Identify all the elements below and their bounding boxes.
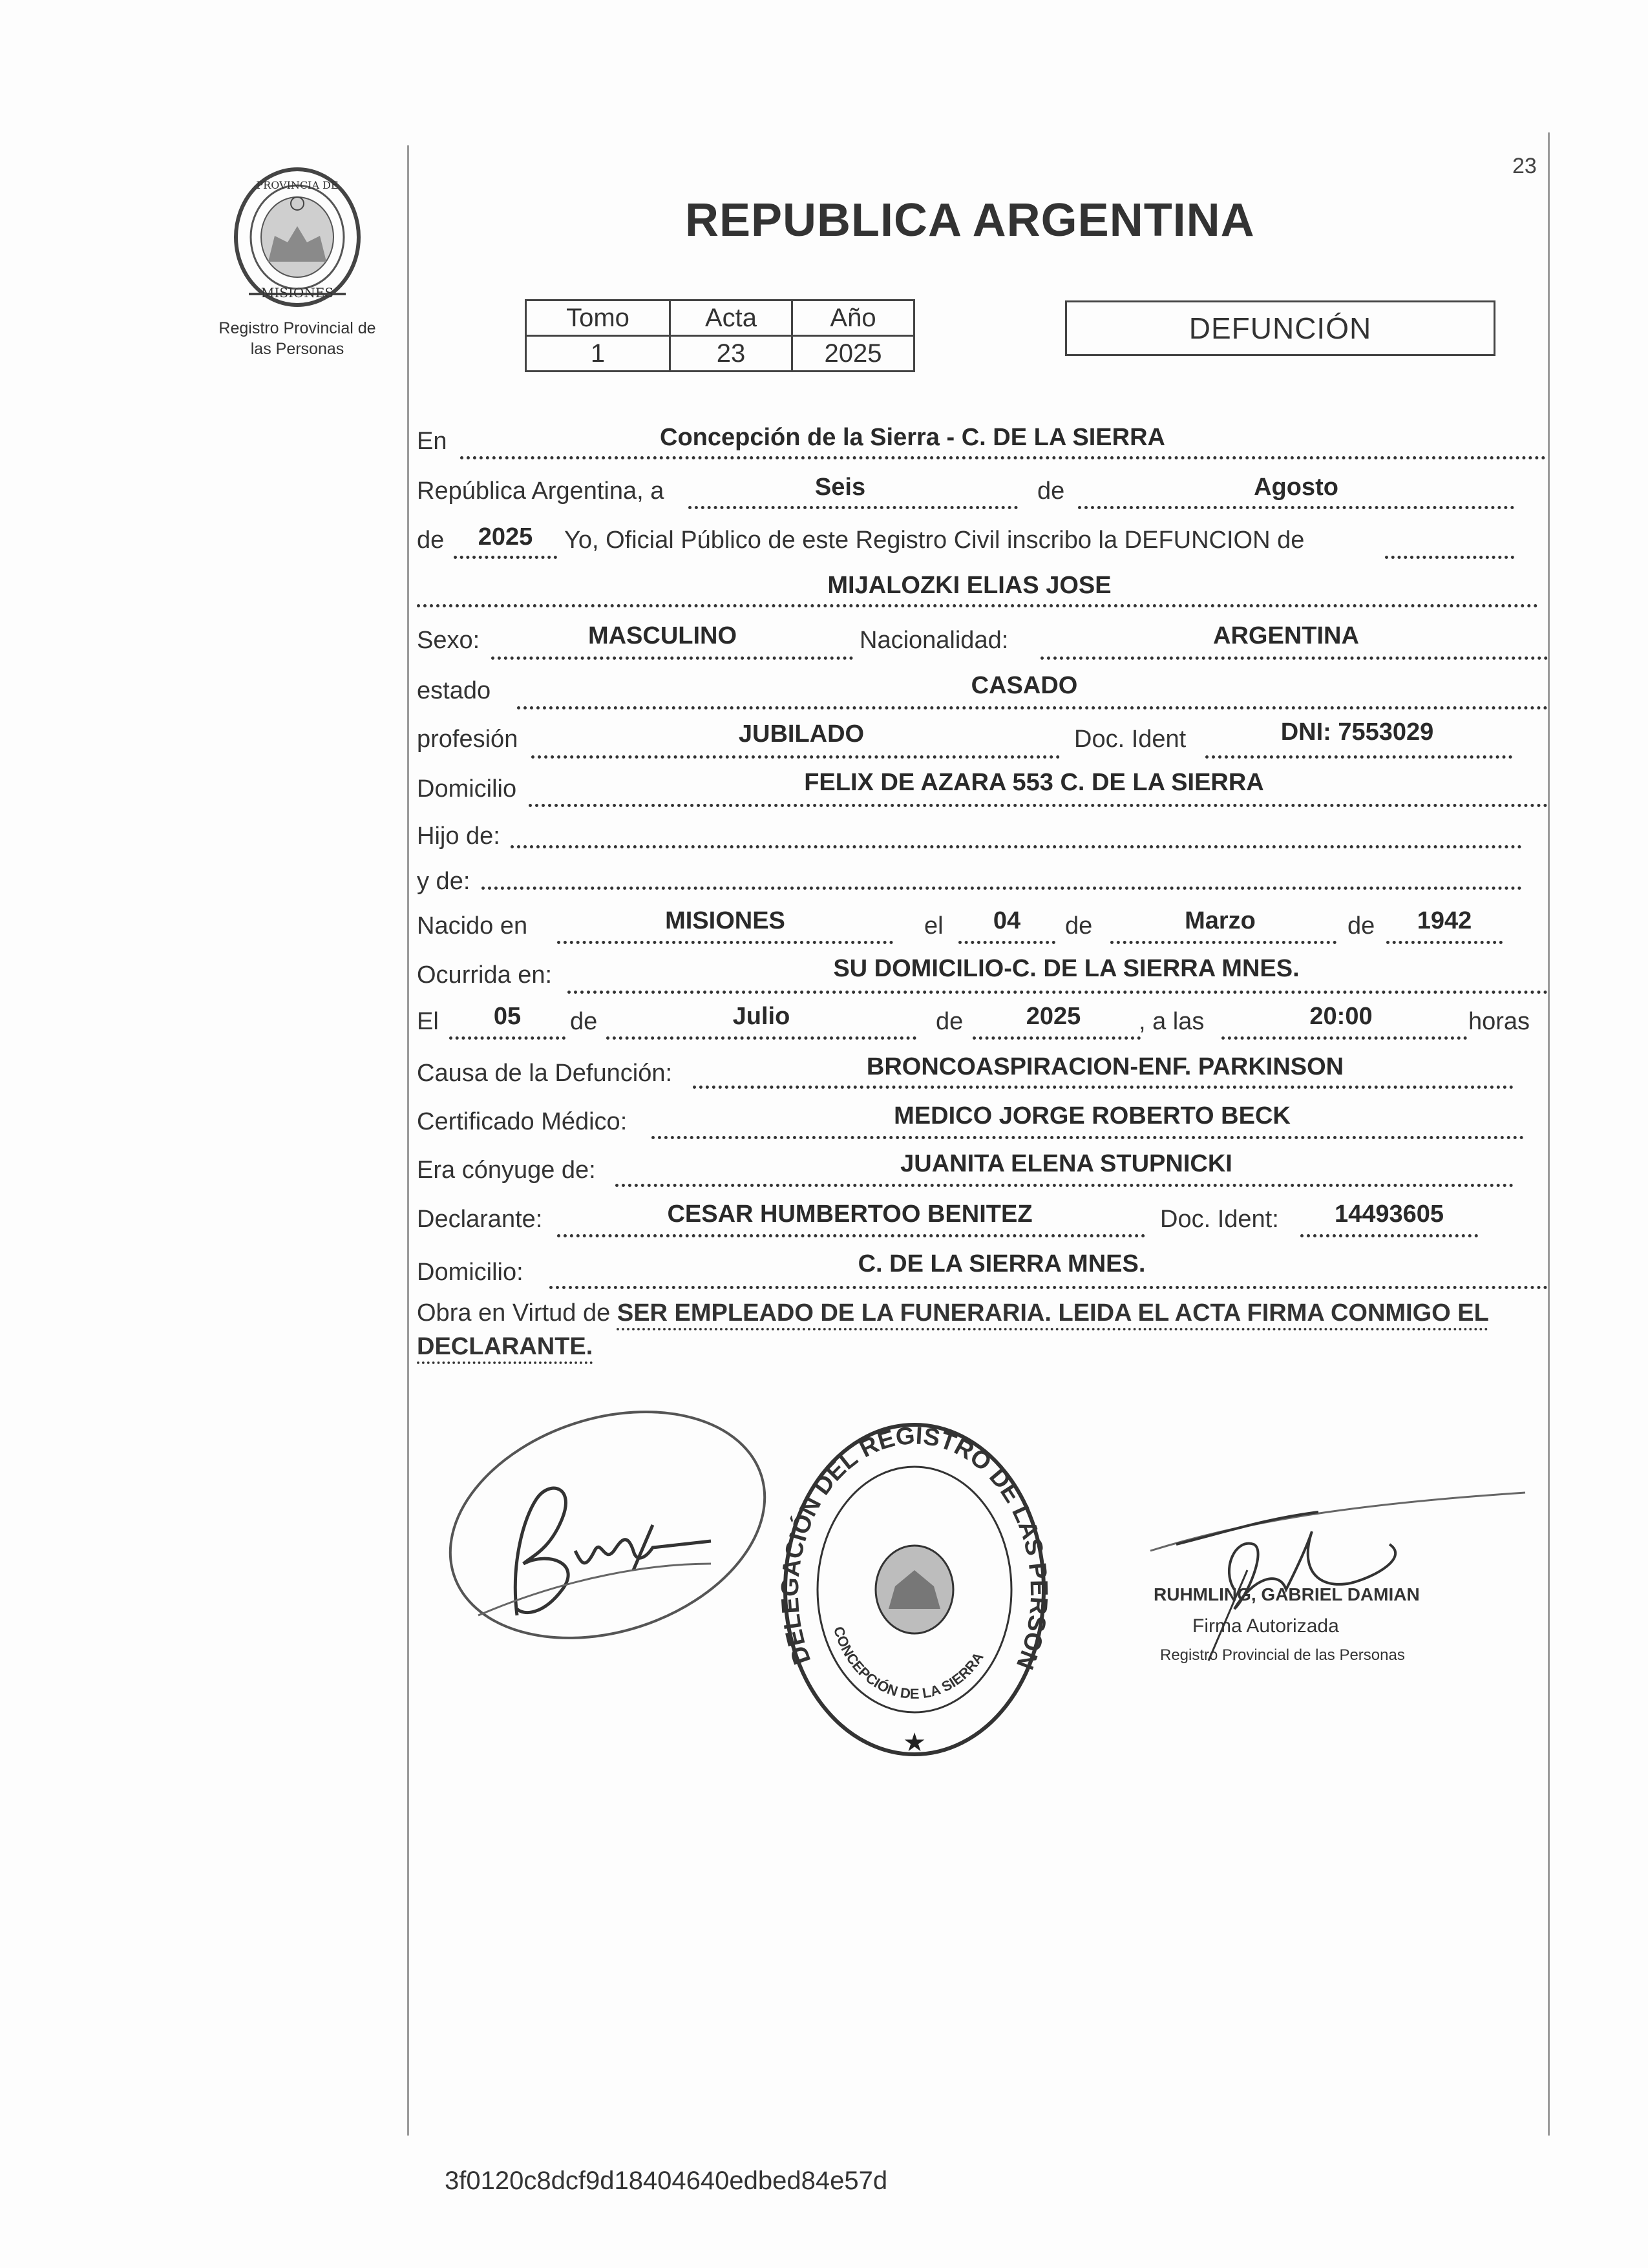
- anio-value: 2025: [478, 523, 533, 551]
- record-table-cell: 1: [526, 336, 670, 372]
- dotted-line: [460, 456, 1546, 459]
- hijo-label: Hijo de:: [417, 823, 500, 850]
- signer-role: Firma Autorizada: [1192, 1615, 1339, 1637]
- dotted-line: [1078, 506, 1514, 509]
- profesion-value: JUBILADO: [738, 720, 865, 748]
- en-label: En: [417, 428, 447, 455]
- nacionalidad-label: Nacionalidad:: [860, 627, 1009, 654]
- doc-value: DNI: 7553029: [1280, 719, 1434, 746]
- def-de1-label: de: [570, 1008, 598, 1035]
- dotted-line: [1041, 656, 1548, 660]
- dotted-line: [1300, 1234, 1478, 1237]
- declarante-label: Declarante:: [417, 1206, 543, 1233]
- dotted-line: [688, 506, 1018, 509]
- record-table-header: Acta: [670, 300, 792, 336]
- profesion-label: profesión: [417, 726, 518, 753]
- record-table-cell: 23: [670, 336, 792, 372]
- record-table-cell: 2025: [792, 336, 914, 372]
- dotted-line: [491, 656, 853, 660]
- dotted-line: [511, 845, 1522, 848]
- dotted-line: [557, 941, 893, 944]
- yde-label: y de:: [417, 868, 470, 895]
- dotted-line: [693, 1086, 1514, 1089]
- certificado-value: MEDICO JORGE ROBERTO BECK: [894, 1102, 1291, 1129]
- nacido-label: Nacido en: [417, 912, 528, 940]
- causa-value: BRONCOASPIRACION-ENF. PARKINSON: [866, 1053, 1344, 1080]
- def-anio: 2025: [1026, 1003, 1081, 1030]
- dotted-line: [567, 991, 1548, 994]
- dotted-line: [606, 1036, 916, 1040]
- dia-value: Seis: [814, 474, 866, 501]
- def-de2-label: de: [936, 1008, 964, 1035]
- dotted-line: [1110, 941, 1336, 944]
- nac-mes: Marzo: [1185, 907, 1256, 934]
- nombre-value: MIJALOZKI ELIAS JOSE: [827, 572, 1112, 599]
- inscribo-text: Yo, Oficial Público de este Registro Civil inscribo la DEFUNCION de: [564, 527, 1305, 554]
- def-hora: 20:00: [1309, 1003, 1373, 1030]
- registry-stamp: [772, 1415, 1057, 1780]
- nac-de2-label: de: [1347, 912, 1375, 940]
- domicilio-label: Domicilio: [417, 775, 517, 803]
- logo-text-bottom: MISIONES: [260, 285, 334, 300]
- logo-caption-line1: Registro Provincial de: [218, 319, 376, 337]
- el2-label: El: [417, 1008, 439, 1035]
- de-label: de: [1037, 478, 1065, 505]
- decl-domicilio-label: Domicilio:: [417, 1259, 523, 1286]
- dotted-line: [481, 887, 1522, 890]
- certificado-label: Certificado Médico:: [417, 1108, 628, 1135]
- conyuge-value: JUANITA ELENA STUPNICKI: [900, 1150, 1232, 1177]
- svg-text:★: ★: [903, 1728, 926, 1757]
- nac-dia: 04: [993, 907, 1021, 934]
- sexo-label: Sexo:: [417, 627, 480, 654]
- record-table-value-row: [526, 336, 914, 372]
- signer-name: RUHMLING, GABRIEL DAMIAN: [1154, 1584, 1420, 1604]
- el-label: el: [924, 912, 944, 940]
- dotted-line: [529, 804, 1548, 807]
- republica-label: República Argentina, a: [417, 478, 664, 505]
- def-mes: Julio: [732, 1003, 790, 1030]
- declarant-signature: [439, 1402, 801, 1670]
- doc-label: Doc. Ident: [1074, 726, 1187, 753]
- decl-domicilio-value: C. DE LA SIERRA MNES.: [858, 1250, 1146, 1277]
- svg-text:CONCEPCIÓN DE LA SIERRA: [830, 1624, 987, 1702]
- dotted-line: [1205, 755, 1512, 759]
- left-margin-line: [407, 145, 409, 2136]
- dotted-line: [531, 755, 1060, 759]
- estado-value: CASADO: [971, 672, 1078, 699]
- estado-label: estado: [417, 677, 491, 704]
- record-type-box: DEFUNCIÓN: [1065, 300, 1495, 356]
- en-value: Concepción de la Sierra - C. DE LA SIERRA: [660, 424, 1165, 451]
- stamp-outer-text: DELEGACIÓN DEL REGISTRO DE LAS PERSON: [776, 1422, 1053, 1674]
- record-table-header-row: [526, 300, 914, 336]
- dotted-line: [615, 1184, 1514, 1187]
- dotted-line: [449, 1036, 565, 1040]
- obra-text: [417, 1296, 1541, 1363]
- logo-caption-line2: las Personas: [250, 340, 344, 358]
- page-title: REPUBLICA ARGENTINA: [685, 194, 1255, 246]
- dotted-line: [973, 1036, 1141, 1040]
- nac-anio: 1942: [1417, 907, 1472, 934]
- record-table-header: Tomo: [526, 300, 670, 336]
- conyuge-label: Era cónyuge de:: [417, 1157, 596, 1184]
- provincial-seal-logo: [229, 165, 365, 313]
- right-margin-line: [1548, 132, 1550, 2136]
- domicilio-value: FELIX DE AZARA 553 C. DE LA SIERRA: [804, 769, 1264, 796]
- nac-de1-label: de: [1065, 912, 1093, 940]
- dotted-line: [651, 1136, 1524, 1139]
- record-table: [525, 299, 915, 372]
- page-number: 23: [1512, 154, 1537, 178]
- obra-value: SER EMPLEADO DE LA FUNERARIA. LEIDA EL ACTA FIRMA CONMIGO EL DECLARANTE.: [417, 1299, 1489, 1360]
- stamp-inner-text: CONCEPCIÓN DE LA SIERRA: [830, 1624, 987, 1702]
- dotted-line: [517, 706, 1548, 709]
- logo-caption: [194, 318, 401, 359]
- dotted-line: [454, 556, 557, 559]
- causa-label: Causa de la Defunción:: [417, 1060, 673, 1087]
- document-hash: 3f0120c8dcf9d18404640edbed84e57d: [445, 2167, 888, 2195]
- nacionalidad-value: ARGENTINA: [1213, 622, 1359, 649]
- nacido-value: MISIONES: [665, 907, 785, 934]
- declarante-value: CESAR HUMBERTOO BENITEZ: [667, 1201, 1033, 1228]
- signer-org: Registro Provincial de las Personas: [1160, 1646, 1405, 1664]
- ocurrida-label: Ocurrida en:: [417, 961, 553, 989]
- decl-doc-label: Doc. Ident:: [1160, 1206, 1279, 1233]
- alas-label: , a las: [1139, 1008, 1205, 1035]
- dotted-line: [549, 1286, 1548, 1289]
- horas-label: horas: [1468, 1008, 1530, 1035]
- obra-label: Obra en Virtud de: [417, 1299, 611, 1327]
- dotted-line: [1385, 556, 1514, 559]
- dotted-line: [417, 604, 1538, 607]
- dotted-line: [1221, 1036, 1467, 1040]
- decl-doc-value: 14493605: [1334, 1201, 1444, 1228]
- mes-value: Agosto: [1254, 474, 1338, 501]
- logo-text-top: PROVINCIA DE: [256, 179, 339, 191]
- def-dia: 05: [493, 1003, 522, 1030]
- dotted-line: [557, 1234, 1145, 1237]
- de2-label: de: [417, 527, 445, 554]
- dotted-line: [958, 941, 1055, 944]
- ocurrida-value: SU DOMICILIO-C. DE LA SIERRA MNES.: [833, 955, 1300, 982]
- dotted-line: [1386, 941, 1503, 944]
- record-table-header: Año: [792, 300, 914, 336]
- sexo-value: MASCULINO: [587, 622, 737, 649]
